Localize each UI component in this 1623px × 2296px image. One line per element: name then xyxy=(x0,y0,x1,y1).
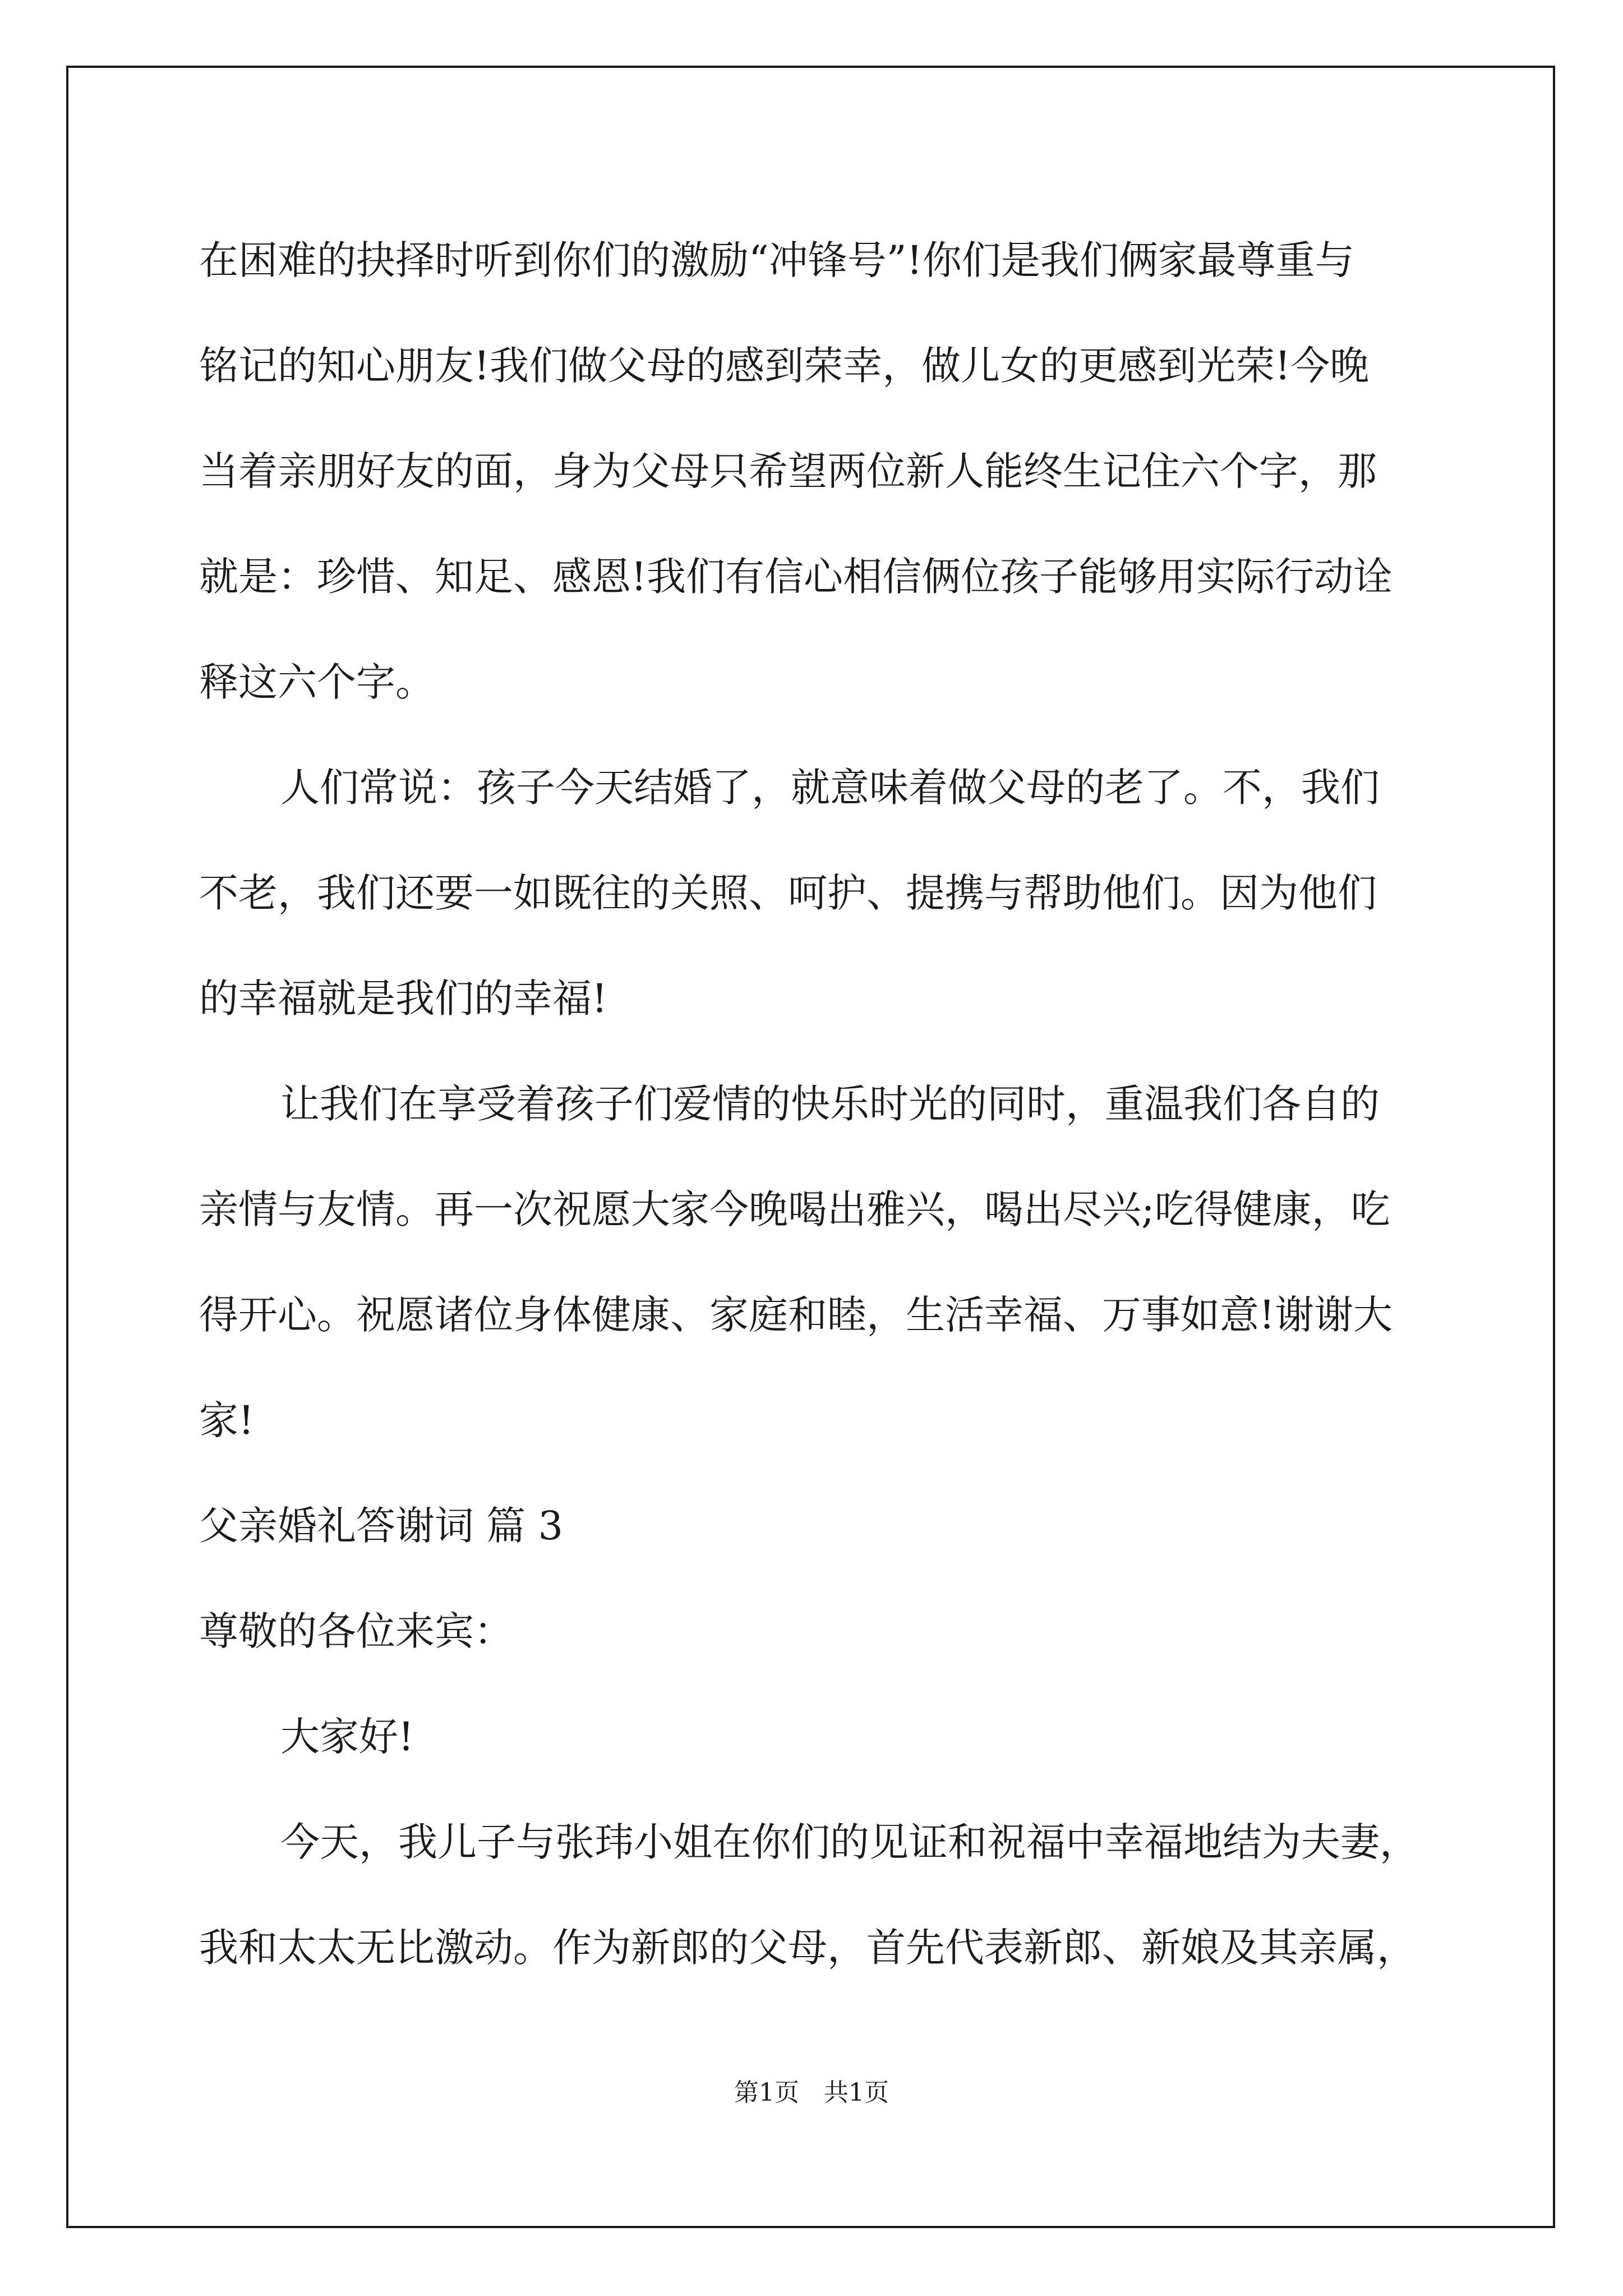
text-line-7: 不老，我们还要一如既往的关照、呵护、提携与帮助他们。因为他们 xyxy=(199,870,1377,916)
text-line-12: 家! xyxy=(199,1397,255,1443)
text-line-17: 我和太太无比激动。作为新郎的父母，首先代表新郎、新娘及其亲属， xyxy=(199,1925,1416,1971)
text-line-4: 就是：珍惜、知足、感恩!我们有信心相信俩位孩子能够用实际行动诠 xyxy=(199,554,1393,600)
text-line-2: 铭记的知心朋友!我们做父母的感到荣幸，做儿女的更感到光荣!今晚 xyxy=(199,343,1370,389)
text-line-9: 让我们在享受着孩子们爱情的快乐时光的同时，重温我们各自的 xyxy=(280,1081,1380,1127)
salutation: 尊敬的各位来宾： xyxy=(199,1608,513,1654)
text-line-16: 今天，我儿子与张玮小姐在你们的见证和祝福中幸福地结为夫妻， xyxy=(280,1819,1419,1865)
page-number-footer: 第1页 共1页 xyxy=(734,2078,889,2107)
text-line-6: 人们常说：孩子今天结婚了，就意味着做父母的老了。不，我们 xyxy=(280,765,1380,811)
text-line-8: 的幸福就是我们的幸福! xyxy=(199,976,608,1022)
text-line-11: 得开心。祝愿诸位身体健康、家庭和睦，生活幸福、万事如意!谢谢大 xyxy=(199,1292,1393,1338)
greeting: 大家好! xyxy=(280,1714,414,1760)
text-line-5: 释这六个字。 xyxy=(199,659,435,705)
document-body xyxy=(199,208,1433,2000)
text-line-1: 在困难的抉择时听到你们的激励“冲锋号”!你们是我们俩家最尊重与 xyxy=(199,237,1354,283)
text-line-3: 当着亲朋好友的面，身为父母只希望两位新人能终生记住六个字，那 xyxy=(199,448,1377,494)
section-heading: 父亲婚礼答谢词 篇 3 xyxy=(199,1503,564,1549)
text-line-10: 亲情与友情。再一次祝愿大家今晚喝出雅兴，喝出尽兴;吃得健康，吃 xyxy=(199,1186,1390,1232)
